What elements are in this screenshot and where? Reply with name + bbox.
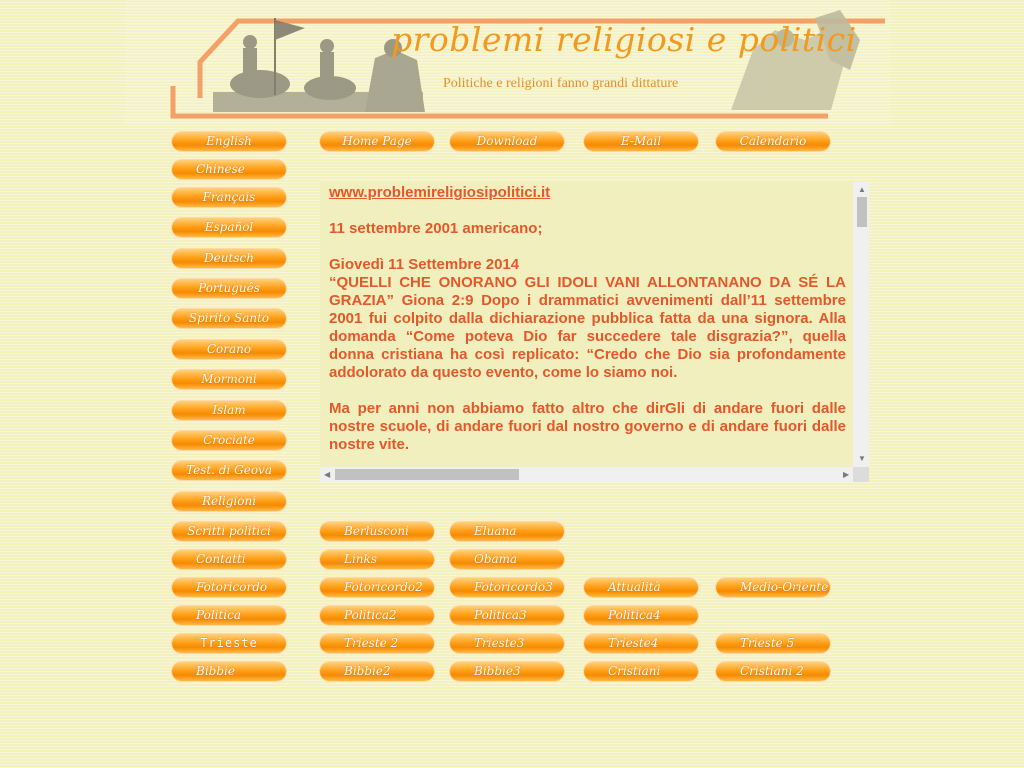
nav-trieste2[interactable]: Trieste 2 <box>320 634 434 653</box>
nav-english[interactable]: English <box>172 132 286 151</box>
article-heading: 11 settembre 2001 americano; <box>329 220 543 237</box>
nav-bibbie[interactable]: Bibbie <box>172 662 286 681</box>
scroll-up-arrow-icon[interactable]: ▲ <box>858 185 866 194</box>
scroll-down-arrow-icon[interactable]: ▼ <box>858 454 866 463</box>
nav-politica3[interactable]: Politica3 <box>450 606 564 625</box>
nav-links[interactable]: Links <box>320 550 434 569</box>
nav-fotoricordo2[interactable]: Fotoricordo2 <box>320 578 434 597</box>
nav-calendario[interactable]: Calendario <box>716 132 830 151</box>
nav-trieste5[interactable]: Trieste 5 <box>716 634 830 653</box>
nav-trieste[interactable]: Trieste <box>172 634 286 653</box>
nav-mormoni[interactable]: Mormoni <box>172 370 286 389</box>
nav-fotoricordo[interactable]: Fotoricordo <box>172 578 286 597</box>
nav-cristiani2[interactable]: Cristiani 2 <box>716 662 830 681</box>
nav-politica[interactable]: Politica <box>172 606 286 625</box>
nav-obama[interactable]: Obama <box>450 550 564 569</box>
scroll-left-arrow-icon[interactable]: ◀ <box>324 470 331 479</box>
nav-medio-oriente[interactable]: Medio-Oriente <box>716 578 830 597</box>
article-paragraph: Ma per anni non abbiamo fatto altro che dirGli di andare fuori dalle nostre scuole, di andare fuori dal nostro governo e di andare fuori dalle nostre vite. <box>329 400 846 453</box>
nav-religioni[interactable]: Religioni <box>172 492 286 511</box>
nav-politica4[interactable]: Politica4 <box>584 606 698 625</box>
nav-espanol[interactable]: Español <box>172 218 286 237</box>
horizontal-scroll-thumb[interactable] <box>335 469 519 480</box>
vertical-scroll-thumb[interactable] <box>857 197 867 227</box>
site-title: problemi religiosi e politici <box>391 20 857 59</box>
nav-portugues[interactable]: Português <box>172 279 286 298</box>
nav-bibbie3[interactable]: Bibbie3 <box>450 662 564 681</box>
site-subtitle: Politiche e religioni fanno grandi dittature <box>443 76 679 91</box>
nav-corano[interactable]: Corano <box>172 340 286 359</box>
nav-testimoni-geova[interactable]: Test. di Geova <box>172 461 286 480</box>
nav-download[interactable]: Download <box>450 132 564 151</box>
nav-bibbie2[interactable]: Bibbie2 <box>320 662 434 681</box>
nav-email[interactable]: E-Mail <box>584 132 698 151</box>
nav-chinese[interactable]: Chinese <box>172 160 286 179</box>
site-link[interactable]: www.problemireligiosipolitici.it <box>329 184 551 201</box>
nav-deutsch[interactable]: Deutsch <box>172 249 286 268</box>
nav-home-page[interactable]: Home Page <box>320 132 434 151</box>
nav-berlusconi[interactable]: Berlusconi <box>320 522 434 541</box>
nav-attualita[interactable]: Attualità <box>584 578 698 597</box>
nav-scritti-politici[interactable]: Scritti politici <box>172 522 286 541</box>
nav-contatti[interactable]: Contatti <box>172 550 286 569</box>
nav-islam[interactable]: Islam <box>172 401 286 420</box>
scroll-right-arrow-icon[interactable]: ▶ <box>843 470 850 479</box>
nav-francais[interactable]: Français <box>172 188 286 207</box>
site-banner <box>125 0 890 124</box>
nav-eluana[interactable]: Eluana <box>450 522 564 541</box>
article-date: Giovedì 11 Settembre 2014 <box>329 256 520 273</box>
nav-spirito-santo[interactable]: Spirito Santo <box>172 309 286 328</box>
scrollbar-corner <box>853 467 869 482</box>
nav-trieste4[interactable]: Trieste4 <box>584 634 698 653</box>
nav-cristiani[interactable]: Cristiani <box>584 662 698 681</box>
nav-politica2[interactable]: Politica2 <box>320 606 434 625</box>
nav-crociate[interactable]: Crociate <box>172 431 286 450</box>
article-paragraph: “QUELLI CHE ONORANO GLI IDOLI VANI ALLONTANANO DA SÉ LA GRAZIA” Giona 2:9 Dopo i drammatici avvenimenti dall’11 settembre 2001 fui colpito dalla dichiarazione pubblica fatta da una signora. Alla domanda “Come poteva Dio far succedere tale disgrazia?”, quella donna cristiana ha così replicato: “Credo che Dio sia profondamente addolorato da questo evento, come lo siamo noi. <box>329 274 846 381</box>
nav-fotoricordo3[interactable]: Fotoricordo3 <box>450 578 564 597</box>
banner-frame <box>125 0 890 124</box>
article-content <box>329 184 846 468</box>
nav-trieste3[interactable]: Trieste3 <box>450 634 564 653</box>
